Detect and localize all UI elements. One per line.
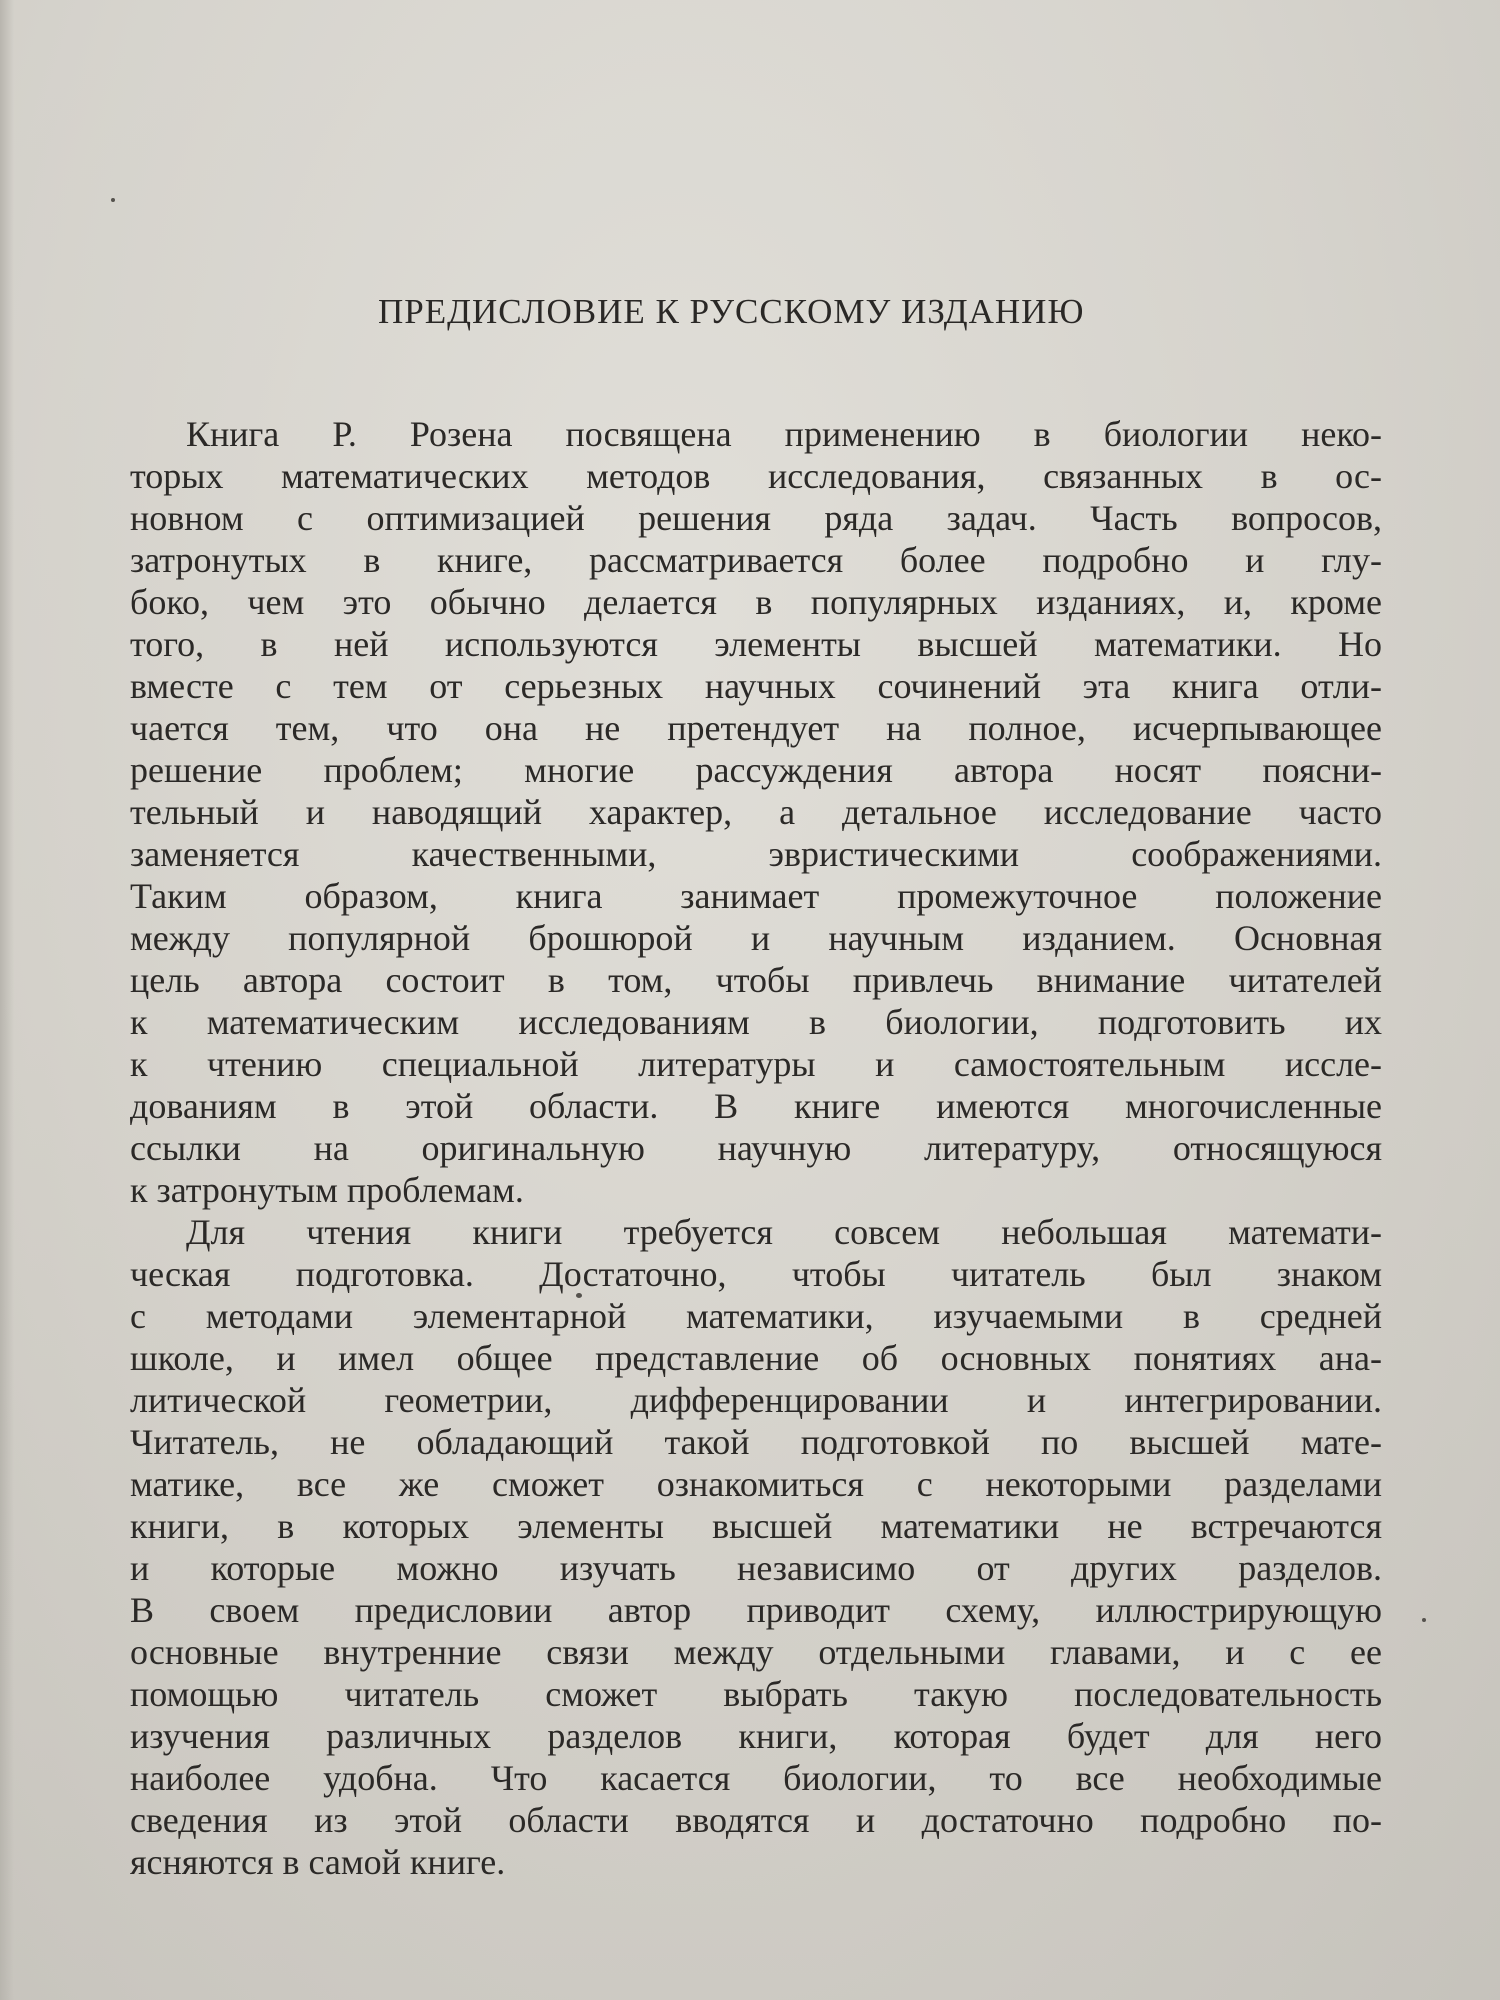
text-line: цель автора состоит в том, чтобы привлечь внимание читателей bbox=[130, 960, 1382, 1000]
text-line: сведения из этой области вводятся и достаточно подробно по- bbox=[130, 1800, 1382, 1840]
text-line: Таким образом, книга занимает промежуточное положение bbox=[130, 876, 1382, 916]
text-line: к чтению специальной литературы и самостоятельным иссле- bbox=[130, 1044, 1382, 1084]
text-line: между популярной брошюрой и научным изданием. Основная bbox=[130, 918, 1382, 958]
text-line: наиболее удобна. Что касается биологии, то все необходимые bbox=[130, 1758, 1382, 1798]
text-line: литической геометрии, дифференцировании и интегрировании. bbox=[130, 1380, 1382, 1420]
text-line: изучения различных разделов книги, которая будет для него bbox=[130, 1716, 1382, 1756]
text-line: того, в ней используются элементы высшей математики. Но bbox=[130, 624, 1382, 664]
text-line: решение проблем; многие рассуждения автора носят поясни- bbox=[130, 750, 1382, 790]
text-line: основные внутренние связи между отдельными главами, и с ее bbox=[130, 1632, 1382, 1672]
page-heading: ПРЕДИСЛОВИЕ К РУССКОМУ ИЗДАНИЮ bbox=[378, 292, 1085, 331]
paper-speck bbox=[111, 198, 115, 202]
text-line: чается тем, что она не претендует на полное, исчерпывающее bbox=[130, 708, 1382, 748]
text-line: торых математических методов исследования, связанных в ос- bbox=[130, 456, 1382, 496]
text-line: с методами элементарной математики, изучаемыми в средней bbox=[130, 1296, 1382, 1336]
text-line: новном с оптимизацией решения ряда задач. Часть вопросов, bbox=[130, 498, 1382, 538]
text-line: книги, в которых элементы высшей математики не встречаются bbox=[130, 1506, 1382, 1546]
text-line: ссылки на оригинальную научную литературу, относящуюся bbox=[130, 1128, 1382, 1168]
paragraph-1 bbox=[130, 413, 1382, 1211]
text-line: к математическим исследованиям в биологии, подготовить их bbox=[130, 1002, 1382, 1042]
text-line: матике, все же сможет ознакомиться с некоторыми разделами bbox=[130, 1464, 1382, 1504]
text-line: Книга Р. Розена посвящена применению в биологии неко- bbox=[186, 414, 1382, 454]
paper-speck bbox=[1422, 1618, 1426, 1622]
page-edge-shadow bbox=[0, 0, 14, 2000]
text-line: вместе с тем от серьезных научных сочинений эта книга отли- bbox=[130, 666, 1382, 706]
text-line: школе, и имел общее представление об основных понятиях ана- bbox=[130, 1338, 1382, 1378]
text-line: В своем предисловии автор приводит схему, иллюстрирующую bbox=[130, 1590, 1382, 1630]
text-line: заменяется качественными, эвристическими соображениями. bbox=[130, 834, 1382, 874]
text-line: и которые можно изучать независимо от других разделов. bbox=[130, 1548, 1382, 1588]
text-line: затронутых в книге, рассматривается более подробно и глу- bbox=[130, 540, 1382, 580]
text-line: ческая подготовка. Достаточно, чтобы читатель был знаком bbox=[130, 1254, 1382, 1294]
text-line: помощью читатель сможет выбрать такую последовательность bbox=[130, 1674, 1382, 1714]
text-line: к затронутым проблемам. bbox=[130, 1170, 524, 1210]
body-text bbox=[130, 413, 1382, 1883]
text-line: Для чтения книги требуется совсем небольшая математи- bbox=[186, 1212, 1382, 1252]
text-line: дованиям в этой области. В книге имеются многочисленные bbox=[130, 1086, 1382, 1126]
text-line: ясняются в самой книге. bbox=[130, 1842, 506, 1882]
paragraph-2 bbox=[130, 1211, 1382, 1883]
text-line: тельный и наводящий характер, а детальное исследование часто bbox=[130, 792, 1382, 832]
text-line: Читатель, не обладающий такой подготовкой по высшей мате- bbox=[130, 1422, 1382, 1462]
text-line: боко, чем это обычно делается в популярных изданиях, и, кроме bbox=[130, 582, 1382, 622]
